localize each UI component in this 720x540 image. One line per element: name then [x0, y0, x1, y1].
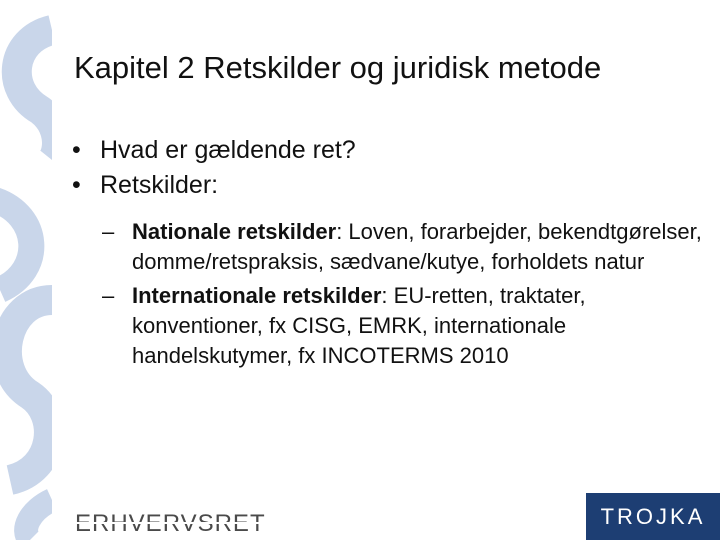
- sub-bullet-heading: Nationale retskilder: [132, 219, 337, 244]
- bullet-text: Hvad er gældende ret?: [100, 136, 356, 164]
- sub-bullet-item: [102, 281, 702, 371]
- brand-text: TROJKA: [600, 503, 706, 529]
- sub-bullet-list: [100, 217, 702, 371]
- bullet-list: [72, 133, 702, 375]
- erhvervsret-logo: [75, 510, 266, 538]
- dash-marker: –: [102, 283, 115, 308]
- logo-text: ERHVERVSRET: [75, 510, 266, 537]
- bullet-text: Retskilder:: [100, 171, 219, 199]
- sub-bullet-heading: Internationale retskilder: [132, 283, 382, 308]
- dash-marker: –: [102, 219, 115, 244]
- slide-title: Kapitel 2 Retskilder og juridisk metode: [74, 50, 602, 85]
- bullet-item: [72, 133, 702, 168]
- sub-bullet-text: : Loven, forarbejder, bekendtgørelser, domme/retspraksis, sædvane/kutye, forholdets natur: [132, 219, 702, 274]
- sub-bullet-text: : EU-retten, traktater, konventioner, fx CISG, EMRK, internationale handelskutymer, fx INCOTERMS 2010: [132, 283, 586, 368]
- side-watermark-band: [0, 0, 52, 540]
- sub-bullet-item: [102, 217, 702, 277]
- paragraph-sign-watermark-icon: [0, 0, 52, 540]
- bullet-item: [72, 168, 702, 371]
- trojka-logo: [586, 493, 720, 540]
